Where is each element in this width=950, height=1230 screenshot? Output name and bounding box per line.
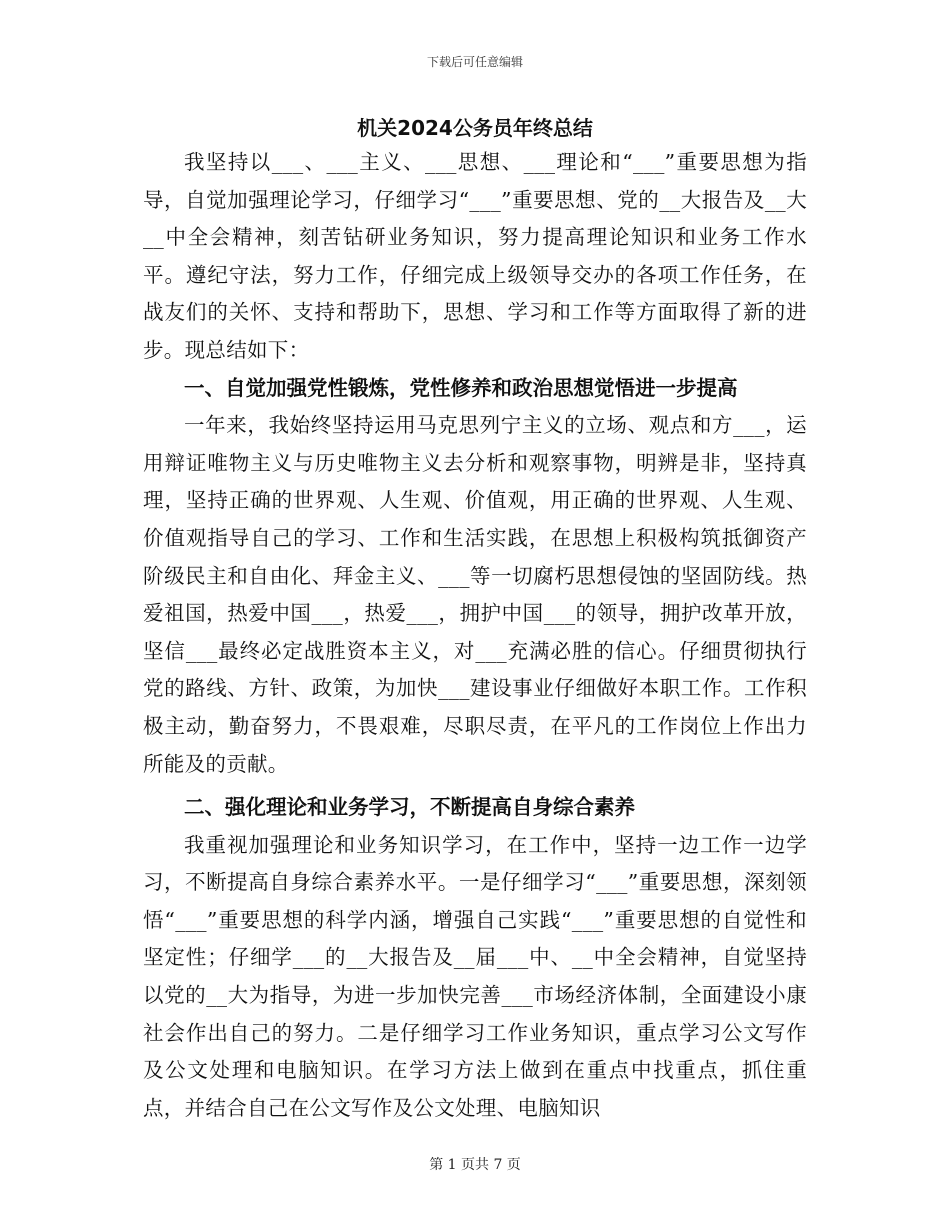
section-2-paragraph: 我重视加强理论和业务知识学习，在工作中，坚持一边工作一边学习，不断提高自身综合素养水平。一是仔细学习“___”重要思想，深刻领悟“___”重要思想的科学内涵，增强自己实践“___”重要思想的自觉性和坚定性；仔细学___的__大报告及__届___中、__中全会精神，自觉坚持以党的__大为指导，为进一步加快完善___市场经济体制，全面建设小康社会作出自己的努力。二是仔细学习工作业务知识，重点学习公文写作及公文处理和电脑知识。在学习方法上做到在重点中找重点，抓住重点，并结合自己在公文写作及公文处理、电脑知识 xyxy=(143,832,807,1120)
document-body xyxy=(143,112,807,1127)
document-title: 机关2024公务员年终总结 xyxy=(357,116,593,140)
page-number: 第 1 页共 7 页 xyxy=(429,1157,521,1173)
intro-paragraph: 我坚持以___、___主义、___思想、___理论和“___”重要思想为指导，自觉加强理论学习，仔细学习“___”重要思想、党的__大报告及__大__中全会精神，刻苦钻研业务知识，努力提高理论知识和业务工作水平。遵纪守法，努力工作，仔细完成上级领导交办的各项工作任务，在战友们的关怀、支持和帮助下，思想、学习和工作等方面取得了新的进步。现总结如下： xyxy=(143,150,807,362)
section-1-heading: 一、自觉加强党性锻炼，党性修养和政治思想觉悟进一步提高 xyxy=(184,375,738,400)
section-1-paragraph: 一年来，我始终坚持运用马克思列宁主义的立场、观点和方___，运用辩证唯物主义与历史唯物主义去分析和观察事物，明辨是非，坚持真理，坚持正确的世界观、人生观、价值观，用正确的世界观、人生观、价值观指导自己的学习、工作和生活实践，在思想上积极构筑抵御资产阶级民主和自由化、拜金主义、___等一切腐朽思想侵蚀的坚固防线。热爱祖国，热爱中国___，热爱___，拥护中国___的领导，拥护改革开放，坚信___最终必定战胜资本主义，对___充满必胜的信心。仔细贯彻执行党的路线、方针、政策，为加快___建设事业仔细做好本职工作。工作积极主动，勤奋努力，不畏艰难，尽职尽责，在平凡的工作岗位上作出力所能及的贡献。 xyxy=(143,413,807,776)
section-2-heading: 二、强化理论和业务学习，不断提高自身综合素养 xyxy=(184,795,635,820)
download-note: 下载后可任意编辑 xyxy=(426,55,523,69)
